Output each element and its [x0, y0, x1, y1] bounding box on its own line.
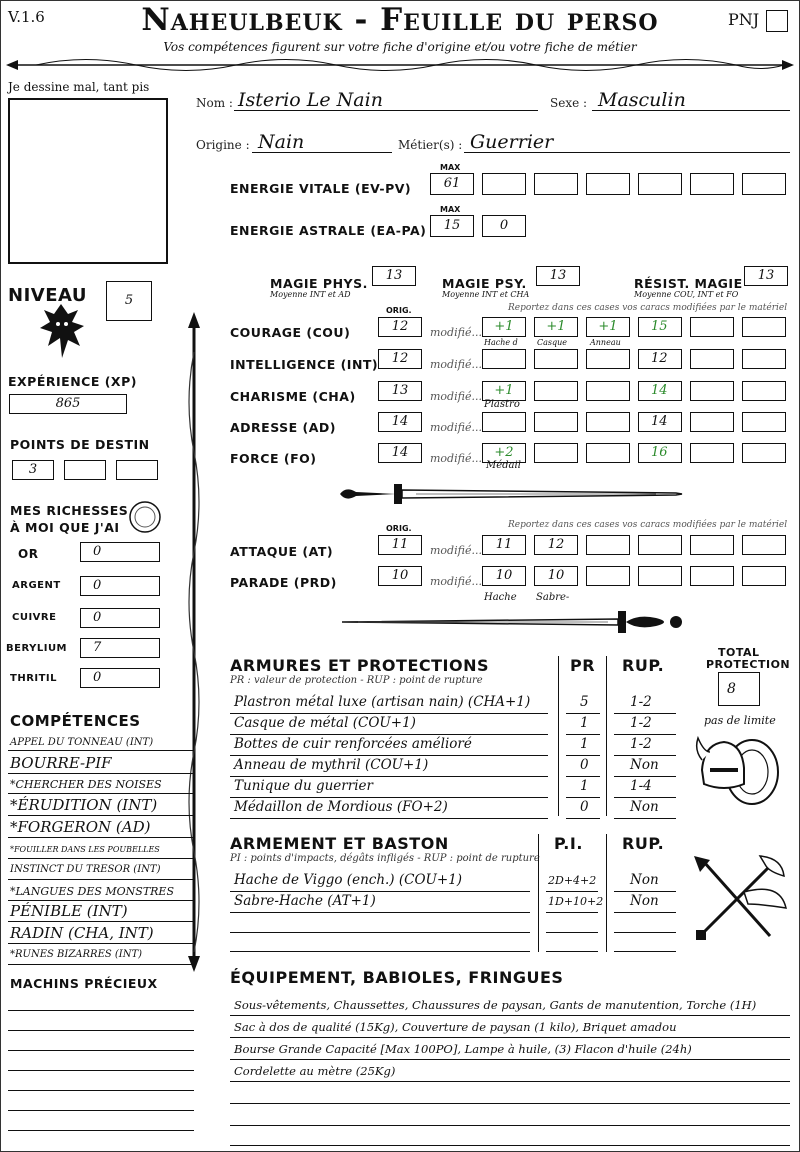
armor-line	[566, 755, 600, 756]
destin-label: POINTS DE DESTIN	[10, 437, 150, 452]
weapon-line	[614, 912, 676, 913]
armor-pr[interactable]: 1	[580, 736, 589, 752]
modifie-label: modifié...	[430, 390, 482, 403]
sword-ornament	[338, 606, 688, 638]
sexe-label: Sexe :	[550, 96, 588, 110]
magie-psy-box[interactable]: 13	[536, 266, 580, 286]
combat-mod-prd[interactable]	[586, 566, 630, 586]
carac-mod-fo[interactable]	[690, 443, 734, 463]
armor-name[interactable]: Bottes de cuir renforcées amélioré	[234, 736, 472, 752]
nom-label: Nom :	[196, 96, 233, 110]
origine-value[interactable]: Nain	[258, 131, 305, 153]
destin-box[interactable]	[64, 460, 106, 480]
weapon-line	[230, 951, 530, 952]
armement-rup-header: RUP.	[622, 834, 665, 853]
portrait-box[interactable]	[8, 98, 168, 264]
equipement-title: ÉQUIPEMENT, BABIOLES, FRINGUES	[230, 968, 564, 987]
competence-line	[8, 815, 194, 816]
armor-line	[230, 713, 548, 714]
competence-item[interactable]: BOURRE-PIF	[10, 754, 112, 772]
competence-item[interactable]: INSTINCT DU TRESOR (INT)	[10, 864, 161, 875]
equipement-line[interactable]	[230, 1103, 790, 1104]
equipement-item[interactable]: Bourse Grande Capacité [Max 100PO], Lampe à huile, (3) Flacon d'huile (24h)	[234, 1042, 692, 1056]
total-protection-label: TOTAL	[718, 646, 760, 659]
money-box-berylium[interactable]: 7	[80, 638, 160, 658]
armor-line	[566, 797, 600, 798]
weapon-line	[546, 912, 598, 913]
competences-title: COMPÉTENCES	[10, 712, 141, 730]
combat-mod-at[interactable]	[690, 535, 734, 555]
combat-mod-prd[interactable]	[638, 566, 682, 586]
weapon-line	[614, 951, 676, 952]
weapon-line	[230, 932, 530, 933]
carac-note: Hache d	[484, 338, 518, 347]
nom-line	[234, 110, 538, 111]
version-label: V.1.6	[8, 8, 45, 26]
carac-mod-ad[interactable]: 14	[638, 412, 682, 432]
armor-line	[614, 755, 676, 756]
nom-value[interactable]: Isterio Le Nain	[238, 89, 383, 111]
resist-magie-label: RÉSIST. MAGIE	[634, 276, 743, 291]
staff-ornament	[180, 312, 208, 972]
equipement-line[interactable]	[230, 1125, 790, 1126]
competence-item[interactable]: *ÉRUDITION (INT)	[10, 796, 158, 814]
richesses-label-2: À MOI QUE J'AI	[10, 520, 120, 535]
carac-note: Médail	[486, 460, 521, 471]
carac-mod-int[interactable]	[586, 349, 630, 369]
money-label-berylium: BERYLIUM	[6, 643, 68, 654]
magie-psy-note: Moyenne INT et CHA	[442, 290, 530, 299]
modifie-label: modifié...	[430, 326, 482, 339]
ev-max-label: MAX	[440, 163, 461, 172]
carac-mod-cha[interactable]	[534, 381, 578, 401]
magie-phys-label: MAGIE PHYS.	[270, 276, 368, 291]
armor-rup[interactable]: 1-2	[630, 736, 652, 752]
destin-box[interactable]	[116, 460, 158, 480]
competence-line	[8, 773, 194, 774]
coin-icon	[128, 500, 162, 534]
competence-line	[8, 793, 194, 794]
armor-rup[interactable]: 1-4	[630, 778, 652, 794]
carac-mod-fo[interactable]: +2	[482, 443, 526, 463]
dragon-icon	[36, 300, 86, 364]
weapon-line	[230, 912, 530, 913]
machins-line[interactable]	[8, 1110, 194, 1111]
armement-note: PI : points d'impacts, dégâts infligés - RUP : point de rupture	[230, 853, 540, 864]
competence-item[interactable]: *FOUILLER DANS LES POUBELLES	[10, 845, 160, 854]
origine-label: Origine :	[196, 138, 250, 152]
competence-item[interactable]: PÉNIBLE (INT)	[10, 902, 128, 920]
combat-mod-at[interactable]: 12	[534, 535, 578, 555]
sexe-value[interactable]: Masculin	[598, 89, 686, 111]
armement-divider	[606, 834, 607, 952]
experience-label: EXPÉRIENCE (XP)	[8, 374, 137, 389]
combat-note: Hache	[484, 592, 517, 603]
origine-line	[252, 152, 392, 153]
carac-orig-fo[interactable]: 14	[378, 443, 422, 463]
modifie-label: modifié...	[430, 452, 482, 465]
carac-mod-cou[interactable]: +1	[586, 317, 630, 337]
ev-box[interactable]	[742, 173, 786, 195]
carac-mod-int[interactable]	[482, 349, 526, 369]
competence-item[interactable]: RADIN (CHA, INT)	[10, 924, 154, 942]
carac-mod-cha[interactable]: +1	[482, 381, 526, 401]
combat-label-prd: PARADE (PRD)	[230, 575, 337, 590]
ev-box[interactable]	[534, 173, 578, 195]
competence-line	[8, 921, 194, 922]
combat-mod-prd[interactable]	[742, 566, 786, 586]
carac-label-int: INTELLIGENCE (INT)	[230, 357, 379, 372]
sword-ornament	[336, 478, 686, 510]
armor-name[interactable]: Anneau de mythril (COU+1)	[234, 757, 429, 773]
pnj-label: PNJ	[728, 10, 760, 29]
competence-line	[8, 964, 194, 965]
carac-mod-ad[interactable]	[534, 412, 578, 432]
armor-rup[interactable]: Non	[630, 757, 659, 773]
armor-line	[566, 776, 600, 777]
armement-title: ARMEMENT ET BASTON	[230, 834, 449, 853]
weapon-rup[interactable]: Non	[630, 893, 659, 909]
machins-line[interactable]	[8, 1030, 194, 1031]
weapon-name[interactable]: Hache de Viggo (ench.) (COU+1)	[234, 872, 463, 888]
armor-name[interactable]: Tunique du guerrier	[234, 778, 373, 794]
niveau-label: NIVEAU	[8, 285, 87, 306]
weapon-line	[546, 951, 598, 952]
machins-line[interactable]	[8, 1090, 194, 1091]
ev-box[interactable]	[638, 173, 682, 195]
carac-mod-cou[interactable]	[742, 317, 786, 337]
carac-note: Anneau	[590, 338, 621, 347]
carac-mod-cou[interactable]	[690, 317, 734, 337]
equipement-item[interactable]: Cordelette au mètre (25Kg)	[234, 1064, 396, 1078]
combat-orig-label: ORIG.	[386, 524, 412, 533]
money-box-thritil[interactable]: 0	[80, 668, 160, 688]
machins-title: MACHINS PRÉCIEUX	[10, 976, 158, 991]
carac-orig-cou[interactable]: 12	[378, 317, 422, 337]
weapon-line	[546, 932, 598, 933]
armor-pr[interactable]: 1	[580, 715, 589, 731]
weapon-pi[interactable]: 1D+10+2	[548, 895, 604, 908]
carac-label-cha: CHARISME (CHA)	[230, 389, 356, 404]
armor-line	[566, 818, 600, 819]
armor-pr[interactable]: 1	[580, 778, 589, 794]
armor-pr[interactable]: 0	[580, 799, 589, 815]
page-title: Naheulbeuk - Feuille du perso	[141, 2, 659, 38]
armor-line	[230, 776, 548, 777]
armor-line	[230, 734, 548, 735]
armor-line	[230, 818, 548, 819]
armor-line	[614, 713, 676, 714]
equipement-line	[230, 1081, 790, 1082]
carac-mod-fo[interactable]	[534, 443, 578, 463]
combat-mod-at[interactable]	[586, 535, 630, 555]
armor-line	[230, 797, 548, 798]
carac-mod-ad[interactable]	[482, 412, 526, 432]
equipement-line	[230, 1015, 790, 1016]
competence-line	[8, 900, 194, 901]
money-label-or: OR	[18, 547, 39, 561]
experience-box[interactable]: 865	[9, 394, 127, 414]
carac-orig-int[interactable]: 12	[378, 349, 422, 369]
equipement-line[interactable]	[230, 1145, 790, 1146]
armor-rup[interactable]: 1-2	[630, 715, 652, 731]
weapon-line	[614, 891, 676, 892]
sexe-line	[592, 110, 790, 111]
combat-mod-prd[interactable]: 10	[482, 566, 526, 586]
competence-item[interactable]: *CHERCHER DES NOISES	[10, 778, 162, 791]
carac-mod-fo[interactable]	[586, 443, 630, 463]
armor-pr[interactable]: 5	[580, 694, 589, 710]
competence-line	[8, 879, 194, 880]
no-limit-note: pas de limite	[704, 714, 776, 727]
carac-note: Plastro	[484, 399, 520, 410]
magie-psy-label: MAGIE PSY.	[442, 276, 527, 291]
metier-label: Métier(s) :	[398, 138, 463, 152]
resist-magie-box[interactable]: 13	[744, 266, 788, 286]
ev-label: ENERGIE VITALE (EV-PV)	[230, 181, 412, 196]
armement-pi-header: P.I.	[554, 834, 583, 853]
modifie-label: modifié...	[430, 358, 482, 371]
carac-mod-cha[interactable]	[586, 381, 630, 401]
money-box-cuivre[interactable]: 0	[80, 608, 160, 628]
carac-note: Casque	[537, 338, 568, 347]
carac-mod-cou[interactable]: 15	[638, 317, 682, 337]
combat-note: Sabre-	[536, 592, 570, 603]
armures-rup-header: RUP.	[622, 656, 665, 675]
armor-name[interactable]: Plastron métal luxe (artisan nain) (CHA+1)	[234, 694, 531, 710]
carac-mod-cha[interactable]: 14	[638, 381, 682, 401]
competence-line	[8, 750, 194, 751]
armor-name[interactable]: Médaillon de Mordious (FO+2)	[234, 799, 448, 815]
weapon-name[interactable]: Sabre-Hache (AT+1)	[234, 893, 376, 909]
weapon-pi[interactable]: 2D+4+2	[548, 874, 597, 887]
armor-line	[614, 797, 676, 798]
money-box-or[interactable]: 0	[80, 542, 160, 562]
equipement-line	[230, 1059, 790, 1060]
armor-line	[614, 818, 676, 819]
magie-phys-box[interactable]: 13	[372, 266, 416, 286]
combat-mod-at[interactable]	[742, 535, 786, 555]
carac-label-ad: ADRESSE (AD)	[230, 420, 337, 435]
carac-mod-ad[interactable]	[586, 412, 630, 432]
armures-divider	[558, 656, 559, 816]
competence-item[interactable]: *RUNES BIZARRES (INT)	[10, 949, 143, 960]
ea-max-label: MAX	[440, 205, 461, 214]
carac-label-fo: FORCE (FO)	[230, 451, 317, 466]
armor-line	[614, 734, 676, 735]
armures-note: PR : valeur de protection - RUP : point de rupture	[230, 675, 483, 686]
ev-max-box[interactable]: 61	[430, 173, 474, 195]
carac-mod-int[interactable]	[534, 349, 578, 369]
ev-box[interactable]	[586, 173, 630, 195]
ev-box[interactable]	[690, 173, 734, 195]
metier-line	[464, 152, 790, 153]
competence-line	[8, 943, 194, 944]
machins-line[interactable]	[8, 1070, 194, 1071]
machins-line[interactable]	[8, 1050, 194, 1051]
armor-line	[566, 713, 600, 714]
carac-mod-int[interactable]	[742, 349, 786, 369]
crossed-weapons-icon	[690, 852, 790, 944]
armor-line	[230, 755, 548, 756]
page-subtitle: Vos compétences figurent sur votre fiche d'origine et/ou votre fiche de métier	[163, 40, 637, 54]
armor-rup[interactable]: 1-2	[630, 694, 652, 710]
armures-divider	[606, 656, 607, 816]
armor-line	[614, 776, 676, 777]
combat-report-note: Reportez dans ces cases vos caracs modifiées par le matériel	[508, 520, 788, 530]
armures-pr-header: PR	[570, 656, 596, 675]
armor-line	[566, 734, 600, 735]
competence-item[interactable]: *LANGUES DES MONSTRES	[10, 885, 175, 898]
machins-line[interactable]	[8, 1010, 194, 1011]
weapon-line	[230, 891, 530, 892]
ea-max-box[interactable]: 15	[430, 215, 474, 237]
portrait-caption: Je dessine mal, tant pis	[8, 80, 150, 94]
carac-mod-ad[interactable]	[690, 412, 734, 432]
money-label-cuivre: CUIVRE	[12, 612, 57, 623]
title-flourish-ornament	[6, 54, 794, 76]
equipement-item[interactable]: Sac à dos de qualité (15Kg), Couverture de paysan (1 kilo), Briquet amadou	[234, 1020, 677, 1034]
modifie-label: modifié...	[430, 421, 482, 434]
resist-magie-note: Moyenne COU, INT et FO	[634, 290, 739, 299]
carac-mod-int[interactable]: 12	[638, 349, 682, 369]
richesses-label: MES RICHESSES	[10, 503, 129, 518]
combat-orig-at[interactable]: 11	[378, 535, 422, 555]
metier-value[interactable]: Guerrier	[470, 131, 554, 153]
pnj-checkbox[interactable]	[766, 10, 788, 32]
combat-mod-at[interactable]: 11	[482, 535, 526, 555]
competence-line	[8, 858, 194, 859]
total-protection-box[interactable]: 8	[718, 672, 760, 706]
money-label-argent: ARGENT	[12, 580, 61, 591]
combat-orig-prd[interactable]: 10	[378, 566, 422, 586]
combat-label-at: ATTAQUE (AT)	[230, 544, 334, 559]
armement-divider	[538, 834, 539, 952]
helmet-shield-icon	[694, 730, 784, 810]
combat-mod-prd[interactable]: 10	[534, 566, 578, 586]
armor-name[interactable]: Casque de métal (COU+1)	[234, 715, 416, 731]
carac-mod-fo[interactable]	[742, 443, 786, 463]
carac-mod-fo[interactable]: 16	[638, 443, 682, 463]
modifie-label: modifié...	[430, 544, 482, 557]
carac-orig-cha[interactable]: 13	[378, 381, 422, 401]
niveau-box[interactable]: 5	[106, 281, 152, 321]
ev-box[interactable]	[482, 173, 526, 195]
carac-mod-cha[interactable]	[690, 381, 734, 401]
equipement-item[interactable]: Sous-vêtements, Chaussettes, Chaussures de paysan, Gants de manutention, Torche (1H)	[234, 998, 757, 1012]
total-protection-label-2: PROTECTION	[706, 658, 791, 671]
competence-item[interactable]: APPEL DU TONNEAU (INT)	[10, 737, 154, 748]
armures-title: ARMURES ET PROTECTIONS	[230, 656, 489, 675]
carac-orig-ad[interactable]: 14	[378, 412, 422, 432]
equipement-line	[230, 1037, 790, 1038]
money-label-thritil: THRITIL	[10, 673, 58, 684]
carac-mod-int[interactable]	[690, 349, 734, 369]
combat-mod-prd[interactable]	[690, 566, 734, 586]
carac-mod-ad[interactable]	[742, 412, 786, 432]
weapon-rup[interactable]: Non	[630, 872, 659, 888]
armor-pr[interactable]: 0	[580, 757, 589, 773]
carac-mod-cha[interactable]	[742, 381, 786, 401]
destin-box[interactable]: 3	[12, 460, 54, 480]
competence-line	[8, 837, 194, 838]
weapon-line	[546, 891, 598, 892]
magie-phys-note: Moyenne INT et AD	[270, 290, 351, 299]
combat-mod-at[interactable]	[638, 535, 682, 555]
carac-mod-cou[interactable]: +1	[482, 317, 526, 337]
ea-label: ENERGIE ASTRALE (EA-PA)	[230, 223, 427, 238]
money-box-argent[interactable]: 0	[80, 576, 160, 596]
machins-line[interactable]	[8, 1130, 194, 1131]
ea-box[interactable]: 0	[482, 215, 526, 237]
competence-item[interactable]: *FORGERON (AD)	[10, 818, 151, 836]
modifie-label: modifié...	[430, 575, 482, 588]
carac-label-cou: COURAGE (COU)	[230, 325, 351, 340]
carac-report-note: Reportez dans ces cases vos caracs modifiées par le matériel	[508, 303, 788, 313]
armor-rup[interactable]: Non	[630, 799, 659, 815]
carac-mod-cou[interactable]: +1	[534, 317, 578, 337]
weapon-line	[614, 932, 676, 933]
carac-orig-label: ORIG.	[386, 306, 412, 315]
